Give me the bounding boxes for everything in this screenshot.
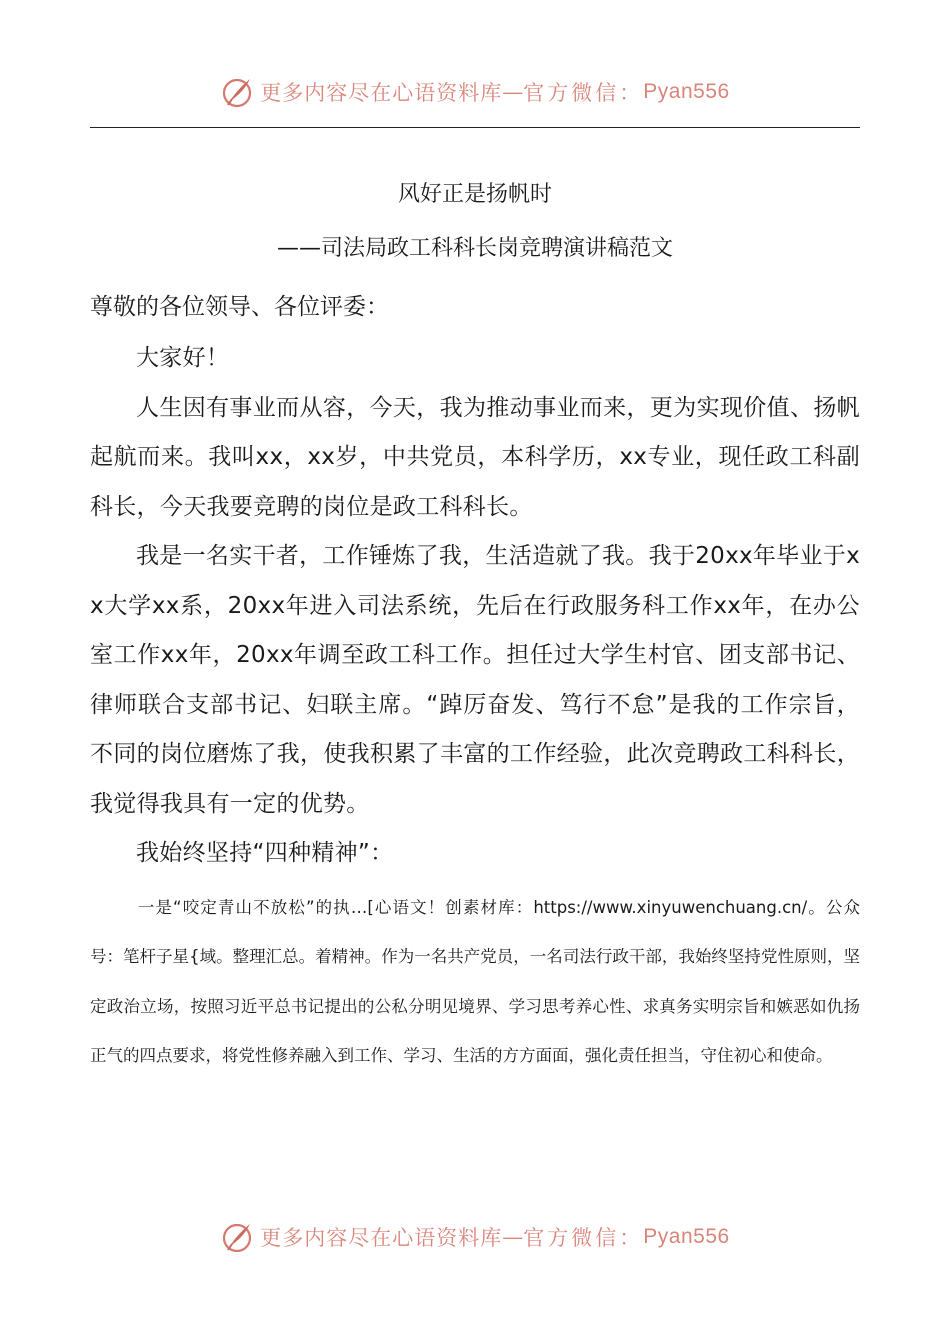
quill-pen-logo-icon — [220, 75, 254, 109]
banner-slogan: 更多内容尽在心语资料库 — [260, 81, 503, 105]
salutation: 尊敬的各位领导、各位评委： — [90, 294, 389, 320]
document-body — [90, 175, 860, 1081]
banner-wechat-label: 官方微信： — [523, 1226, 644, 1250]
header-divider — [90, 127, 860, 128]
banner-separator: — — [502, 80, 524, 104]
banner-wechat-id: Pyan556 — [643, 80, 730, 103]
paragraph-four-spirits: 我始终坚持“四种精神”： — [136, 840, 394, 866]
banner-separator: — — [502, 1225, 524, 1249]
paragraph-spirit-one: 一是“咬定青山不放松”的执…[心语文！创素材库：https://www.xinyuwenchuang.cn/。公众号：笔杆子星{域。整理汇总。着精神。作为一名共产党员，一名司法行政干部，我始终坚持党性原则，坚定政治立场，按照习近平总书记提出的公私分明见境界、学习思考养心性、求真务实明宗旨和嫉恶如仇扬正气的四点要求，将党性修养融入到工作、学习、生活的方方面面，强化责任担当，守住初心和使命。 — [90, 897, 860, 1065]
banner-wechat-id: Pyan556 — [643, 1225, 730, 1248]
document-title: 风好正是扬帆时 — [397, 182, 552, 207]
paragraph-intro: 人生因有事业而从容，今天，我为推动事业而来，更为实现价值、扬帆起航而来。我叫xx，xx岁，中共党员，本科学历，xx专业，现任政工科副科长，今天我要竞聘的岗位是政工科科长。 — [90, 394, 860, 520]
document-subtitle: ——司法局政工科科长岗竞聘演讲稿范文 — [276, 236, 673, 261]
banner-slogan: 更多内容尽在心语资料库 — [260, 1226, 503, 1250]
paragraph-hello: 大家好！ — [136, 345, 230, 371]
paragraph-experience: 我是一名实干者，工作锤炼了我，生活造就了我。我于20xx年毕业于xx大学xx系，20xx年进入司法系统，先后在行政服务科工作xx年，在办公室工作xx年，20xx年调至政工科工作。担任过大学生村官、团支部书记、律师联合支部书记、妇联主席。“踔厉奋发、笃行不怠”是我的工作宗旨，不同的岗位磨炼了我，使我积累了丰富的工作经验，此次竞聘政工科科长，我觉得我具有一定的优势。 — [90, 543, 861, 817]
header-banner — [0, 70, 950, 114]
footer-banner — [0, 1215, 950, 1259]
quill-pen-logo-icon — [220, 1220, 254, 1254]
banner-wechat-label: 官方微信： — [523, 81, 644, 105]
